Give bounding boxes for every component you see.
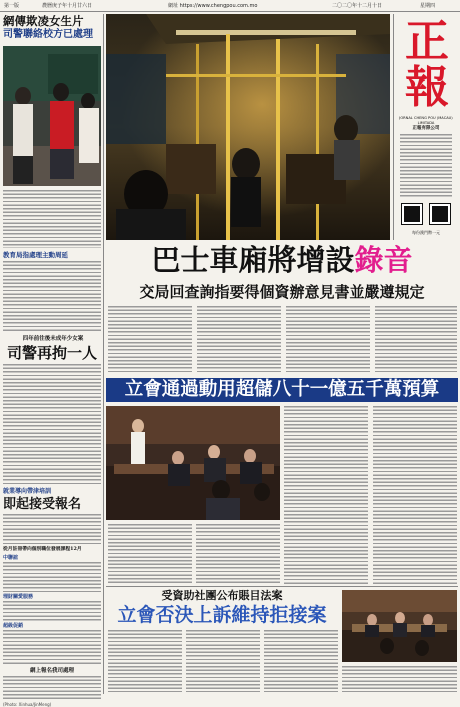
- masthead-char2: 報: [405, 62, 449, 113]
- main-headline: [106, 242, 458, 278]
- story2-body: [3, 261, 101, 333]
- story9-title: 網上報名我司處理: [29, 668, 74, 674]
- second-story-below-photo-2: [196, 524, 280, 584]
- lunar-date: 農曆庚子年十月廿六日: [42, 3, 93, 9]
- story8-title: 超級促銷: [3, 623, 24, 629]
- bottom-headline: 立會否決上訴維持拒接案: [117, 604, 327, 626]
- second-headline: 立會通過動用超儲八十一億五千萬預算: [124, 379, 440, 400]
- masthead: [393, 14, 457, 240]
- legislative-council-photo: [106, 406, 280, 520]
- story4-title: 即起接受報名: [3, 497, 82, 512]
- second-story-below-photo-1: [108, 524, 192, 584]
- story2-title: 教育局指處理主動周延: [3, 251, 68, 259]
- column-divider: [103, 14, 104, 694]
- main-headline-highlight: 錄音: [354, 243, 413, 277]
- weekday: 星期四: [420, 3, 436, 9]
- qr-code-2[interactable]: [430, 204, 450, 224]
- story1-title: 網傳欺凌女生片 司警聯絡校方已處理: [3, 14, 93, 40]
- bottom-story-col3: [264, 630, 338, 692]
- bottom-kicker: 受資助社團公布賬目法案: [161, 589, 283, 602]
- masthead-details: [400, 134, 452, 198]
- story3-title: 司警再拘一人: [6, 344, 97, 362]
- story5-title: 從月註冊帶向個別職位發展課程12月: [3, 546, 82, 552]
- main-story-col2: [197, 306, 281, 374]
- story4-kicker: 就業導向帶津培訓: [3, 488, 52, 495]
- header-bar: [0, 0, 460, 12]
- bottom-story-col2: [186, 630, 260, 692]
- masthead-char1: 正: [405, 16, 449, 67]
- website-link[interactable]: 網址 https://www.chengpou.com.mo: [168, 3, 258, 9]
- story4-body: [3, 514, 101, 544]
- bottom-story-col1: [108, 630, 182, 692]
- story6-body: [3, 562, 101, 592]
- story3-kicker: 四年前往後未成年少女案: [22, 336, 84, 342]
- masthead-english: JORNAL CHENG POU (MACAU) LIMITADA: [399, 116, 453, 125]
- story6-title: 中聯誼: [3, 555, 19, 561]
- photo-credit: (Photo: Xinhua/JinMeng): [3, 702, 52, 707]
- bottom-photo-caption: [342, 666, 457, 692]
- classroom-photo: [3, 46, 101, 186]
- main-story-col3: [286, 306, 370, 374]
- bottom-divider: [106, 586, 458, 587]
- issue-date: 二〇二〇年十二月十日: [332, 3, 383, 9]
- page-number: 第一版: [4, 3, 20, 9]
- main-story-col4: [375, 306, 457, 374]
- main-headline-text: 巴士車廂將增設: [151, 243, 355, 277]
- council-session-photo: [342, 590, 457, 662]
- second-story-col1: [284, 406, 368, 584]
- story1-body: [3, 190, 101, 248]
- story7-body: [3, 601, 101, 621]
- main-subheadline: 交局回查詢指要得個資辦意見書並嚴遵規定: [139, 283, 425, 301]
- story9-body: [3, 676, 101, 700]
- left-column: [3, 14, 101, 707]
- masthead-price: 每份澳門幣一元: [412, 230, 440, 235]
- main-story-col1: [108, 306, 192, 374]
- bus-interior-photo: [106, 14, 390, 240]
- story7-title: 理財關愛服務: [3, 594, 34, 600]
- story3-body: [3, 364, 101, 484]
- qr-code-1[interactable]: [402, 204, 422, 224]
- second-story-col2: [373, 406, 457, 584]
- story8-body: [3, 630, 101, 666]
- masthead-company: 正報有限公司: [412, 126, 440, 131]
